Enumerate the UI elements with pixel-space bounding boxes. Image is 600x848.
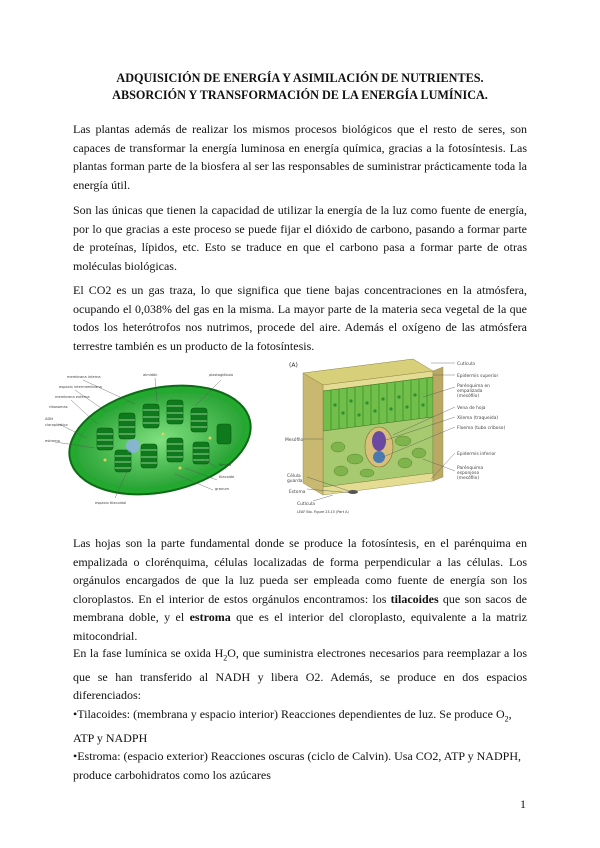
svg-text:almidón: almidón	[143, 373, 158, 377]
leaf-cross-section-diagram	[283, 355, 528, 517]
svg-text:LEAF Bio. Figure 23.15 (Part A: LEAF Bio. Figure 23.15 (Part A)	[297, 510, 349, 514]
svg-text:Célula: Célula	[287, 474, 301, 479]
paragraph-3: El CO2 es un gas traza, lo que significa que tiene bajas concentraciones en la atmósfera, ocupando el 0,038% del gas en la misma. La mayor parte de la materia seca vegetal de la que todos los heterótrofos nos nutrimos, procede del aire. Además el oxígeno de las atmósfera terrestre también es un producto de la fotosíntesis.	[73, 283, 527, 353]
page-number: 1	[520, 797, 526, 811]
term-estroma: estroma	[189, 610, 231, 624]
panel-label: (A)	[289, 362, 298, 369]
svg-text:plastoglóbulo: plastoglóbulo	[209, 373, 234, 377]
svg-text:espacio intermembrana: espacio intermembrana	[59, 385, 102, 389]
bullet-estroma: •Estroma: (espacio exterior) Reacciones oscuras (ciclo de Calvin). Usa CO2, ATP y NADPH, produce carbohidratos como los azúcares	[73, 749, 521, 782]
svg-text:(mesófilo): (mesófilo)	[457, 394, 480, 399]
svg-text:espacio tilacoidal: espacio tilacoidal	[95, 501, 127, 505]
svg-text:cloroplástico: cloroplástico	[45, 423, 68, 427]
bullet-tilacoides: •Tilacoides: (membrana y espacio interior) Reacciones dependientes de luz. Se produce $O_2$, ATP y NADPH	[73, 706, 512, 745]
stoma	[348, 490, 358, 494]
svg-text:Xilema (traqueida): Xilema (traqueida)	[457, 416, 499, 421]
svg-text:lámina: lámina	[219, 463, 232, 467]
svg-text:Estoma: Estoma	[289, 490, 306, 495]
svg-text:Epidermis superior: Epidermis superior	[457, 374, 499, 379]
svg-text:empalizada: empalizada	[457, 389, 483, 394]
svg-text:Parénquima: Parénquima	[457, 466, 484, 471]
svg-text:membrana interna: membrana interna	[67, 375, 101, 379]
svg-text:Floema (tubo criboso): Floema (tubo criboso)	[457, 426, 506, 431]
term-tilacoides: tilacoides	[390, 591, 439, 606]
paragraph-5	[73, 644, 527, 784]
paragraph-4: Las hojas son la parte fundamental donde se produce la fotosíntesis, en el parénquima en empalizada o clorénquima, células localizadas de forma perpendicular a las células. Los orgánulos encargados de que la luz pueda ser empleada como fuente de energía son los cloroplastos. En el interior de estos orgánulos encontramos: los tilacoides que son sacos de membrana doble, y el estroma que es el interior del cloroplasto, equivalente a la matriz mitocondrial.	[73, 536, 527, 643]
paragraph-5-intro: En la fase lumínica se oxida $H_2O$, que suministra electrones necesarios para reemplazar a los que se han transferido al NADH y libera O2. Además, se produce en dos espacios diferenciados:	[73, 646, 527, 703]
svg-text:ribosomas: ribosomas	[49, 405, 68, 409]
svg-text:(mesófilo): (mesófilo)	[457, 476, 480, 481]
svg-text:Epidermis inferior: Epidermis inferior	[457, 452, 496, 457]
svg-text:estroma: estroma	[45, 439, 60, 443]
svg-text:esponjoso: esponjoso	[457, 471, 480, 476]
svg-text:Cutícula: Cutícula	[457, 362, 475, 367]
dna-region	[126, 439, 140, 453]
svg-text:Mesófilo: Mesófilo	[285, 438, 304, 443]
title-line-1: ADQUISICIÓN DE ENERGÍA Y ASIMILACIÓN DE NUTRIENTES.	[116, 71, 484, 85]
svg-text:ADN: ADN	[45, 417, 53, 421]
svg-text:guarda: guarda	[287, 479, 303, 484]
svg-text:Vena de hoja: Vena de hoja	[457, 406, 486, 411]
title-line-2: ABSORCIÓN Y TRANSFORMACIÓN DE LA ENERGÍA LUMÍNICA.	[112, 88, 488, 102]
page-title	[60, 70, 540, 104]
svg-text:Cutícula: Cutícula	[297, 502, 315, 507]
svg-text:granum: granum	[215, 487, 230, 491]
paragraph-2: Son las únicas que tienen la capacidad de utilizar la energía de la luz como fuente de energía, por lo que gracias a este proceso se puede fijar el dióxido de carbono, pasando a formar parte de proteínas, lípidos, etc. Esto se traduce en que el carbono pasa a formar parte de otras moléculas biológicas.	[73, 203, 527, 273]
svg-text:membrana externa: membrana externa	[55, 395, 90, 399]
svg-text:tilacoide: tilacoide	[219, 475, 235, 479]
chloroplast-diagram	[45, 368, 255, 508]
svg-text:Parénquima en: Parénquima en	[457, 384, 490, 389]
paragraph-1: Las plantas además de realizar los mismos procesos biológicos que el resto de seres, son capaces de transformar la energía luminosa en energía química, gracias a la fotosíntesis. Las plantas forman parte de la biosfera al ser las responsables de suministrar prácticamente toda la energía útil.	[73, 122, 527, 192]
leaf-block	[303, 359, 443, 495]
